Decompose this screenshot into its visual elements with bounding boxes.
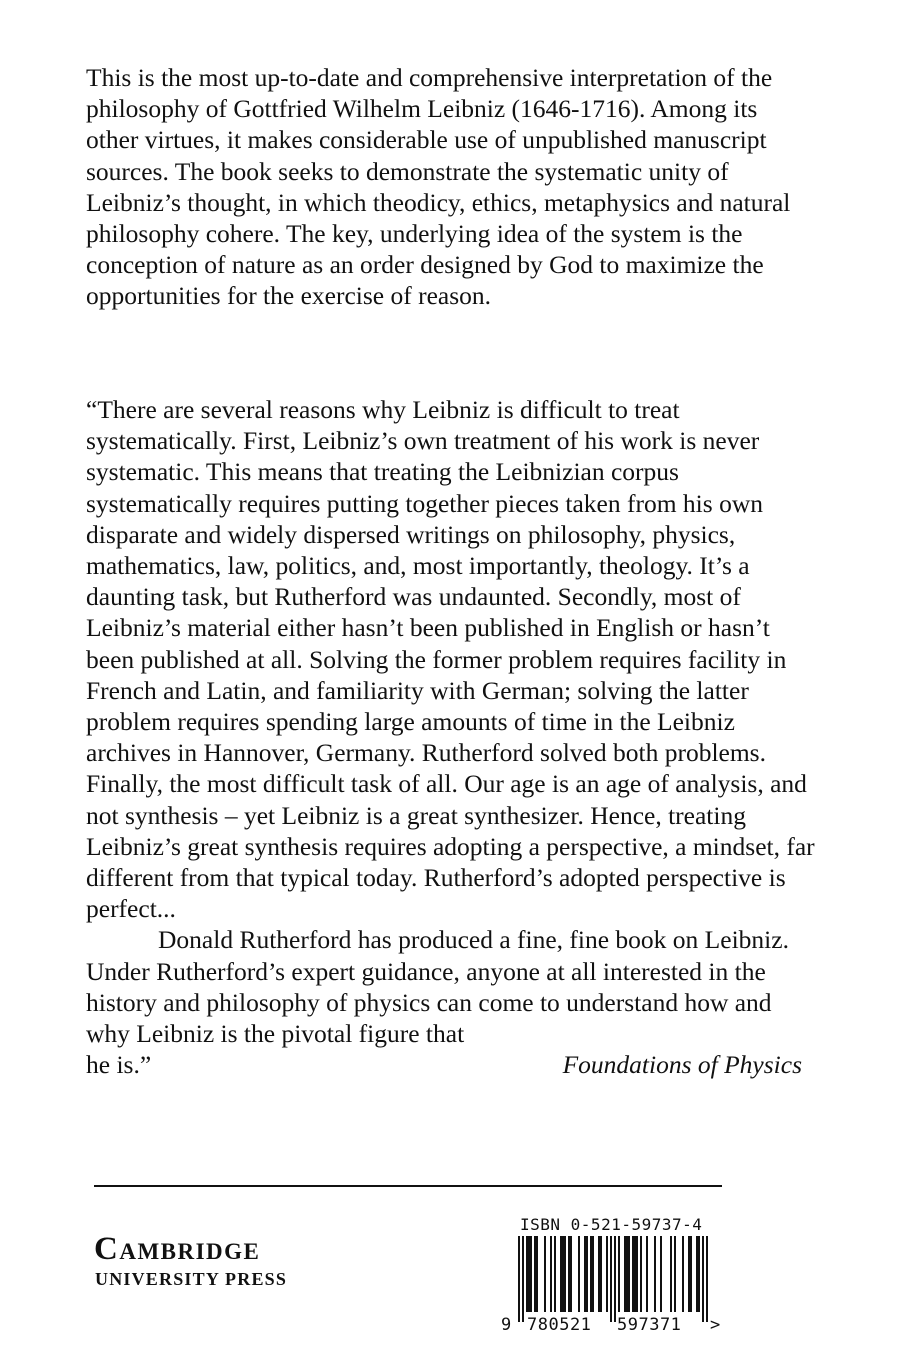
barcode-guard-bar <box>614 1236 616 1322</box>
ean-right-group: 597371 <box>617 1315 682 1335</box>
barcode-bar <box>550 1236 552 1312</box>
barcode-bar <box>654 1236 656 1312</box>
barcode-bar <box>660 1236 662 1312</box>
barcode-bar <box>674 1236 676 1312</box>
barcode-bar <box>560 1236 566 1312</box>
review-source: Foundations of Physics <box>562 1050 802 1080</box>
barcode-bar <box>682 1236 684 1312</box>
barcode-bar <box>646 1236 648 1312</box>
barcode-bar <box>618 1236 620 1312</box>
ean-arrow: > <box>710 1315 721 1335</box>
barcode-bar <box>534 1236 538 1312</box>
review-closing: he is.” <box>86 1050 152 1080</box>
barcode-bar <box>606 1236 608 1312</box>
barcode-guard-bar <box>702 1236 704 1322</box>
barcode-bar <box>670 1236 672 1312</box>
barcode-bar <box>696 1236 700 1312</box>
barcode-bar <box>554 1236 556 1312</box>
book-description: This is the most up-to-date and comprehensive interpretation of the philosophy of Gottfried Wilhelm Leibniz (1646-1716). Among its other virtues, it makes considerable use of unpublished manuscript sources. The book seeks to demonstrate the systematic unity of Leibniz’s thought, in which theodicy, ethics, metaphysics and natural philosophy cohere. The key, underlying idea of the system is the conception of nature as an order designed by God to maximize the opportunities for the exercise of reason. <box>86 63 791 311</box>
ean-left-group: 780521 <box>527 1315 592 1335</box>
publisher-logo <box>94 1232 287 1290</box>
review-closing-line <box>86 1049 816 1080</box>
barcode-bar <box>584 1236 588 1312</box>
barcode-guard-bar <box>706 1236 708 1322</box>
barcode-bar <box>544 1236 546 1312</box>
barcode-bar <box>578 1236 580 1312</box>
barcode <box>500 1236 730 1336</box>
review-paragraph-1: “There are several reasons why Leibniz is difficult to treat systematically. First, Leibniz’s own treatment of his work is never systematic. This means that treating the Leibnizian corpus systematically requires putting together pieces taken from his own disparate and widely dispersed writings on philosophy, physics, mathematics, law, politics, and, most importantly, theology. It’s a daunting task, but Rutherford was undaunted. Secondly, most of Leibniz’s material either hasn’t been published in English or hasn’t been published at all. Solving the former problem requires facility in French and Latin, and familiarity with German; solving the latter problem requires spending large amounts of time in the Leibniz archives in Hannover, Germany. Rutherford solved both problems. Finally, the most difficult task of all. Our age is an age of analysis, and not synthesis – yet Leibniz is a great synthesizer. Hence, treating Leibniz’s great synthesis requires adopting a perspective, a mindset, far different from that typical today. Rutherford’s adopted perspective is perfect... <box>86 395 815 924</box>
publisher-name: Cambridge <box>94 1231 261 1267</box>
barcode-bars <box>518 1236 708 1324</box>
isbn-label: ISBN 0-521-59737-4 <box>520 1215 703 1234</box>
barcode-bar <box>590 1236 594 1312</box>
barcode-bar <box>688 1236 692 1312</box>
barcode-guard-bar <box>518 1236 520 1322</box>
divider-rule <box>94 1185 722 1187</box>
barcode-bar <box>598 1236 602 1312</box>
barcode-bar <box>632 1236 638 1312</box>
barcode-guard-bar <box>522 1236 524 1322</box>
ean-first-digit: 9 <box>501 1315 512 1335</box>
review-paragraph-2: Donald Rutherford has produced a fine, fine book on Leibniz. Under Rutherford’s expert guidance, anyone at all interested in the history and philosophy of physics can come to understand how and why Leibniz is the pivotal figure that <box>86 925 789 1049</box>
barcode-bar <box>640 1236 642 1312</box>
publisher-subtitle: UNIVERSITY PRESS <box>95 1269 288 1289</box>
barcode-bar <box>568 1236 572 1312</box>
barcode-bar <box>526 1236 532 1312</box>
review-quote <box>86 394 816 1080</box>
barcode-bar <box>624 1236 630 1312</box>
barcode-guard-bar <box>610 1236 612 1322</box>
